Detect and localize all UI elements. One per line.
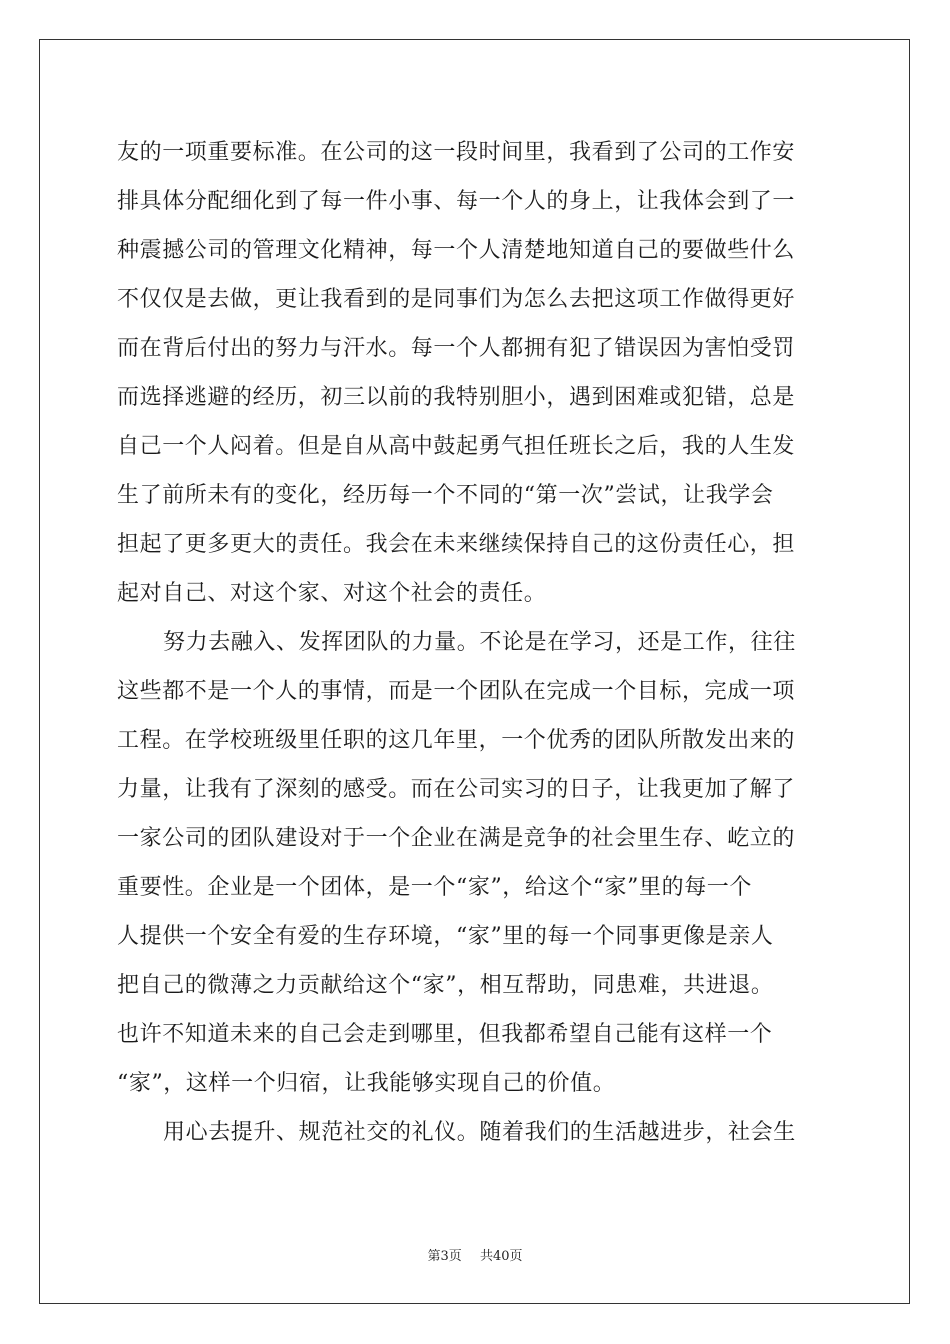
text-line: 自己一个人闷着。但是自从高中鼓起勇气担任班长之后，我的人生发	[117, 434, 796, 459]
text-line: “家”，这样一个归宿，让我能够实现自己的价值。	[117, 1071, 616, 1096]
page-number: 第3页	[427, 1249, 462, 1264]
paragraph-first-line: 用心去提升、规范社交的礼仪。随着我们的生活越进步，社会生	[163, 1120, 796, 1145]
text-line: 不仅仅是去做，更让我看到的是同事们为怎么去把这项工作做得更好	[117, 287, 796, 312]
text-line: 也许不知道未来的自己会走到哪里，但我都希望自己能有这样一个	[117, 1022, 773, 1047]
text-line: 力量，让我有了深刻的感受。而在公司实习的日子，让我更加了解了	[117, 777, 796, 802]
text-line: 把自己的微薄之力贡献给这个“家”，相互帮助，同患难，共进退。	[117, 973, 774, 998]
page-footer	[0, 1245, 950, 1264]
paragraph-first-line: 努力去融入、发挥团队的力量。不论是在学习，还是工作，往往	[163, 630, 796, 655]
text-line: 担起了更多更大的责任。我会在未来继续保持自己的这份责任心，担	[117, 532, 796, 557]
text-line: 重要性。企业是一个团体，是一个“家”，给这个“家”里的每一个	[117, 875, 752, 900]
document-body	[117, 128, 837, 1157]
text-line: 人提供一个安全有爱的生存环境，“家”里的每一个同事更像是亲人	[117, 924, 774, 949]
text-line: 而选择逃避的经历，初三以前的我特别胆小，遇到困难或犯错，总是	[117, 385, 796, 410]
text-line: 这些都不是一个人的事情，而是一个团队在完成一个目标，完成一项	[117, 679, 796, 704]
text-line: 工程。在学校班级里任职的这几年里，一个优秀的团队所散发出来的	[117, 728, 796, 753]
text-line: 起对自己、对这个家、对这个社会的责任。	[117, 581, 547, 606]
text-line: 而在背后付出的努力与汗水。每一个人都拥有犯了错误因为害怕受罚	[117, 336, 796, 361]
text-line: 生了前所未有的变化，经历每一个不同的“第一次”尝试，让我学会	[117, 483, 774, 508]
page-total: 共40页	[479, 1249, 523, 1264]
text-line: 排具体分配细化到了每一件小事、每一个人的身上，让我体会到了一	[117, 189, 796, 214]
text-line: 种震撼公司的管理文化精神，每一个人清楚地知道自己的要做些什么	[117, 238, 796, 263]
text-line: 一家公司的团队建设对于一个企业在满是竞争的社会里生存、屹立的	[117, 826, 796, 851]
text-line: 友的一项重要标准。在公司的这一段时间里，我看到了公司的工作安	[117, 140, 796, 165]
